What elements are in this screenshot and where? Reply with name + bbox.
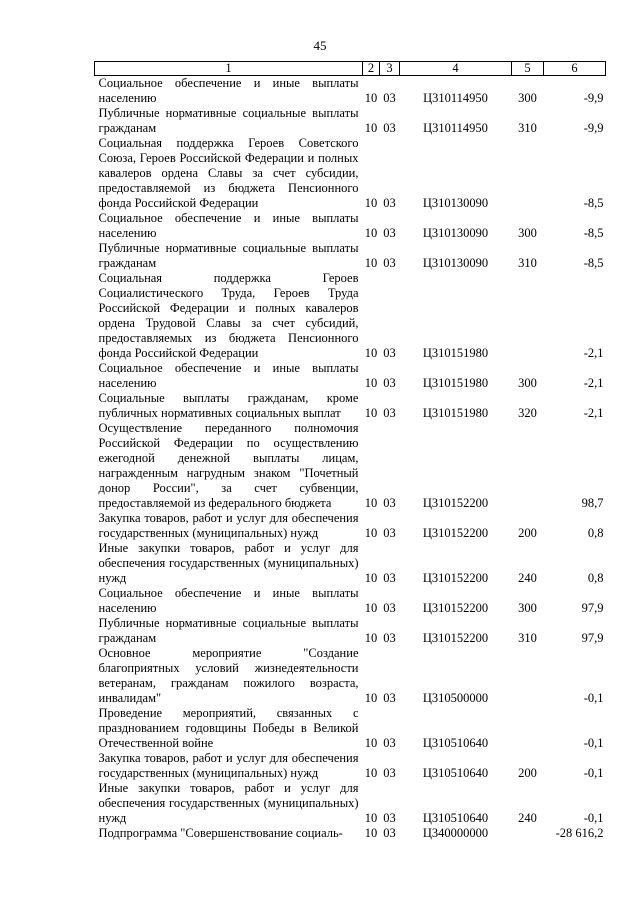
- row-name: Социальное обеспечение и иные выплаты населению: [98, 76, 359, 105]
- row-target-code: Ц310152200: [422, 571, 489, 585]
- row-name: Основное мероприятие "Создание благоприятных условий жизнедеятельности ветеранам, гражданам пожилого возраста, инвалидам": [98, 646, 359, 705]
- table-row: [95, 646, 606, 706]
- row-subsection: 03: [383, 226, 396, 240]
- row-name: Социальное обеспечение и иные выплаты населению: [98, 211, 359, 240]
- row-subsection: 03: [383, 526, 396, 540]
- row-subsection: 03: [383, 601, 396, 615]
- table-row: [95, 706, 606, 751]
- row-name: Социальная поддержка Героев Социалистического Труда, Героев Труда Российской Федерации и полных кавалеров ордена Трудовой Славы за счет субсидий, предоставляемых из бюджета Пенсионного фонда Российской Федерации: [98, 271, 359, 360]
- row-expense-type: 300: [518, 601, 537, 615]
- row-amount: -0,1: [583, 766, 604, 780]
- page-number: 45: [313, 38, 327, 53]
- table-row: [95, 76, 606, 107]
- row-target-code: Ц310151980: [422, 376, 489, 390]
- row-section: 10: [364, 631, 378, 645]
- table-row: [95, 241, 606, 271]
- table-row: [95, 211, 606, 241]
- row-amount: -8,5: [583, 226, 604, 240]
- row-amount: -0,1: [583, 691, 604, 705]
- row-target-code: Ц310114950: [423, 91, 488, 105]
- row-name: Социальные выплаты гражданам, кроме публичных нормативных социальных выплат: [98, 391, 359, 420]
- row-target-code: Ц310130090: [422, 196, 489, 210]
- row-section: 10: [364, 256, 378, 270]
- row-target-code: Ц310510640: [422, 766, 489, 780]
- row-subsection: 03: [383, 406, 396, 420]
- table-row: [95, 271, 606, 361]
- row-name: Подпрограмма "Совершенствование социаль-: [98, 826, 343, 840]
- row-section: 10: [364, 601, 378, 615]
- header-col-1: 1: [95, 62, 363, 76]
- row-subsection: 03: [383, 631, 396, 645]
- row-amount: 0,8: [587, 526, 604, 540]
- table-row: [95, 136, 606, 211]
- row-amount: -9,9: [583, 121, 604, 135]
- table-row: [95, 586, 606, 616]
- table-row: [95, 106, 606, 136]
- row-name: Социальное обеспечение и иные выплаты населению: [98, 361, 359, 390]
- table-row: [95, 391, 606, 421]
- row-expense-type: 240: [518, 571, 537, 585]
- row-amount: 97,9: [581, 601, 604, 615]
- row-section: 10: [364, 91, 378, 105]
- row-expense-type: 310: [518, 121, 537, 135]
- row-expense-type: 200: [518, 766, 537, 780]
- header-col-2: 2: [363, 62, 380, 76]
- row-expense-type: [512, 421, 544, 511]
- row-name: Публичные нормативные социальные выплаты гражданам: [98, 616, 359, 645]
- table-row: [95, 781, 606, 826]
- row-target-code: Ц310114950: [423, 121, 488, 135]
- row-section: 10: [364, 571, 378, 585]
- row-target-code: Ц310151980: [422, 406, 489, 420]
- row-name: Закупка товаров, работ и услуг для обеспечения государственных (муниципальных) нужд: [98, 511, 359, 540]
- header-col-5: 5: [512, 62, 544, 76]
- table-row: [95, 421, 606, 511]
- row-target-code: Ц310152200: [422, 526, 489, 540]
- header-col-3: 3: [380, 62, 400, 76]
- row-amount: -2,1: [583, 406, 604, 420]
- row-target-code: Ц310510640: [422, 736, 489, 750]
- budget-table: [94, 61, 606, 841]
- row-expense-type: 300: [518, 226, 537, 240]
- row-expense-type: 300: [518, 376, 537, 390]
- row-target-code: Ц310152200: [422, 601, 489, 615]
- header-col-4: 4: [400, 62, 512, 76]
- table-row: [95, 616, 606, 646]
- table-row: [95, 511, 606, 541]
- row-target-code: Ц310152200: [422, 496, 489, 510]
- row-section: 10: [364, 496, 378, 510]
- row-amount: -8,5: [583, 196, 604, 210]
- row-amount: -2,1: [583, 376, 604, 390]
- row-section: 10: [364, 346, 378, 360]
- header-col-6: 6: [544, 62, 606, 76]
- row-expense-type: 320: [518, 406, 537, 420]
- row-target-code: Ц310130090: [422, 256, 489, 270]
- row-subsection: 03: [383, 121, 396, 135]
- row-expense-type: 310: [518, 631, 537, 645]
- row-section: 10: [364, 826, 378, 840]
- row-name: Публичные нормативные социальные выплаты гражданам: [98, 241, 359, 270]
- row-name: Социальная поддержка Героев Советского Союза, Героев Российской Федерации и полных кавалеров ордена Славы за счет субсидии, предоставляемой из бюджета Пенсионного фонда Российской Федерации: [98, 136, 359, 210]
- row-section: 10: [364, 736, 378, 750]
- row-amount: -8,5: [583, 256, 604, 270]
- row-amount: -2,1: [583, 346, 604, 360]
- row-subsection: 03: [383, 376, 396, 390]
- row-section: 10: [364, 376, 378, 390]
- row-section: 10: [364, 691, 378, 705]
- row-name: Социальное обеспечение и иные выплаты населению: [98, 586, 359, 615]
- row-name: Осуществление переданного полномочия Российской Федерации по осуществлению ежегодной денежной выплаты лицам, награжденным нагрудным знаком "Почетный донор России", за счет субвенции, предоставляемой из федерального бюджета: [98, 421, 359, 510]
- row-subsection: 03: [383, 196, 396, 210]
- row-expense-type: 200: [518, 526, 537, 540]
- row-target-code: Ц310151980: [422, 346, 489, 360]
- row-amount: -0,1: [583, 736, 604, 750]
- row-amount: -9,9: [583, 91, 604, 105]
- row-section: 10: [364, 811, 378, 825]
- row-section: 10: [364, 406, 378, 420]
- row-expense-type: [512, 826, 544, 841]
- row-target-code: Ц310510640: [422, 811, 489, 825]
- row-section: 10: [364, 121, 378, 135]
- header-row: [95, 62, 606, 76]
- row-expense-type: [512, 271, 544, 361]
- row-expense-type: 310: [518, 256, 537, 270]
- row-expense-type: [512, 706, 544, 751]
- row-amount: 0,8: [587, 571, 604, 585]
- row-subsection: 03: [383, 571, 396, 585]
- row-name: Публичные нормативные социальные выплаты гражданам: [98, 106, 359, 135]
- row-name: Иные закупки товаров, работ и услуг для обеспечения государственных (муниципальных) нужд: [98, 781, 359, 825]
- row-subsection: 03: [383, 496, 396, 510]
- row-target-code: Ц310152200: [422, 631, 489, 645]
- row-expense-type: 300: [518, 91, 537, 105]
- row-subsection: 03: [383, 766, 396, 780]
- row-section: 10: [364, 766, 378, 780]
- row-section: 10: [364, 196, 378, 210]
- row-name: Проведение мероприятий, связанных с празднованием годовщины Победы в Великой Отечественной войне: [98, 706, 359, 750]
- row-target-code: Ц340000000: [422, 826, 489, 840]
- table-row: [95, 826, 606, 841]
- row-subsection: 03: [383, 91, 396, 105]
- row-amount: 97,9: [581, 631, 604, 645]
- row-subsection: 03: [383, 256, 396, 270]
- row-amount: -28 616,2: [555, 826, 604, 840]
- row-subsection: 03: [383, 691, 396, 705]
- row-subsection: 03: [383, 346, 396, 360]
- row-name: Иные закупки товаров, работ и услуг для обеспечения государственных (муниципальных) нужд: [98, 541, 359, 585]
- row-section: 10: [364, 226, 378, 240]
- row-target-code: Ц310500000: [422, 691, 489, 705]
- row-amount: 98,7: [581, 496, 604, 510]
- row-name: Закупка товаров, работ и услуг для обеспечения государственных (муниципальных) нужд: [98, 751, 359, 780]
- row-amount: -0,1: [583, 811, 604, 825]
- row-expense-type: [512, 646, 544, 706]
- row-target-code: Ц310130090: [422, 226, 489, 240]
- table-row: [95, 541, 606, 586]
- row-subsection: 03: [383, 811, 396, 825]
- row-subsection: 03: [383, 736, 396, 750]
- table-row: [95, 361, 606, 391]
- row-expense-type: [512, 136, 544, 211]
- row-subsection: 03: [383, 826, 396, 840]
- row-expense-type: 240: [518, 811, 537, 825]
- row-section: 10: [364, 526, 378, 540]
- table-row: [95, 751, 606, 781]
